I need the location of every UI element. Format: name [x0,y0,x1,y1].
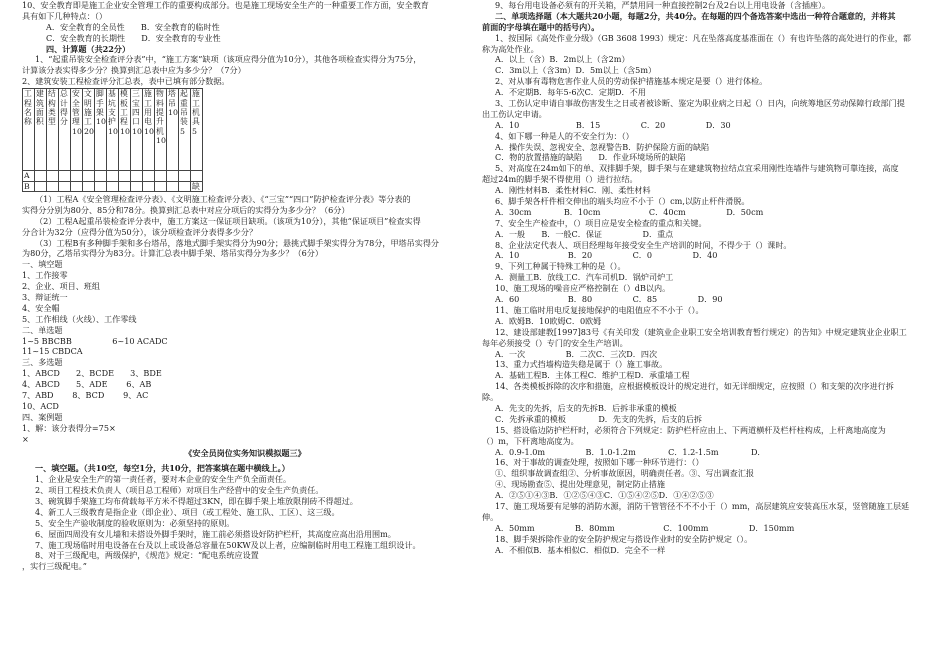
answer-line: 7、ABD 8、BCD 9、AC [22,389,149,400]
header-cell: 三宝四口10 [131,89,143,171]
row-label: B [23,181,35,191]
question-line: A．不相似B．基本相似C．相似D．完全不一样 [495,544,666,555]
fill-in-item: 7、施工现场临时用电设备在台及以上或设备总容量在50KW及以上者，应编制临时用电工程施工组织设计。 [35,539,421,550]
calc-question-1: 1、“起重吊装安全检查评分表”中，“施工方案”缺项（该项应得分值为10分），其他各项检查实得分为75分， [35,54,422,65]
question-line: 6、脚手架各杆件相交伸出的端头均应不小于（）cm,以防止杆件滑脱。 [495,196,750,207]
question-line: A．50mm B．80mm C．100mm D．150mm [495,522,795,533]
fill-in-item: 8、对于三级配电，两级保护，《规范》规定：“配电系统应设置 [35,550,259,561]
question-line: 伸。 [482,511,499,522]
question-line: A．②⑤①④③B．①②⑤④③C．①⑤④②⑤D．①④②⑤③ [495,490,714,501]
answer-line: 一、填空题 [22,259,63,270]
sub-question-2-line-1: （2）工程A起重吊装检查评分表中，施工方案这一保证项目缺项。（该项为10分），其他“保证项目”检查实得 [35,215,421,226]
header-cell: 施工用电10 [143,89,155,171]
header-cell: 施工机具5 [191,89,203,171]
table-row [23,181,203,191]
question-line: 9、下列工种属于特殊工种的是（）。 [495,261,626,272]
header-cell: 结构类型 [47,89,59,171]
header-cell: 模板工程10 [119,89,131,171]
sub-question-2-line-2: 分合计为32分（应得分值为50分），该分项检查评分表得多少分？ [22,226,258,237]
question-line: （）m，下杆离地高度为。 [482,435,579,446]
question-line: A．先支的先拆，后支的先拆B．后拆非承重的模板 [495,402,677,413]
question-line: 超过24m的脚手架不得使用（）进行拉结。 [482,174,638,185]
fill-in-section-heading: 一、填空题。（共10空，每空1分，共10分，把答案填在题中横线上。） [35,463,290,474]
question-line: A．60 B．80 C．85 D．90 [495,294,723,305]
question-line: 4、如下哪一种是人的不安全行为：（） [495,130,634,141]
question-line: ①、组织事故调查组②、分析事故原因，明确责任者。③、写出调查汇报 [495,468,755,479]
answer-line: 1、解：该分表得分=75× [22,422,116,433]
question-line: 15、搭设临边防护栏杆时，必须符合下列规定：防护栏杆应由上、下两道横杆及栏杆柱构成，上杆离地高度为 [495,424,886,435]
question-10-line-1: 10、安全教育即是施工企业安全管理工作的重要构成部分。也是施工现场安全生产的一种重要工作方面，安全教育 [22,0,429,10]
sub-question-1-line-1: （1）工程A《安全管理检查评分表》、《文明施工检查评分表》、《“三宝”“四口”防护检查评分表》等分表的 [35,193,411,204]
sub-question-3-line-2: 为80分，乙塔吊实得分为83分。计算汇总表中脚手架、塔吊实得分为多少？（6分） [22,248,323,259]
row-cell-last: 缺 [191,181,203,191]
question-line: C．先拆承重的模板 D．先支的先拆，后支的后拆 [495,413,702,424]
header-cell: 建筑面积 [35,89,47,171]
question-line: C．3m以上（含3m）D．5m以上（含5m） [495,65,657,76]
question-10-option-cd: C．安全教育的长期性 D．安全教育的专业性 [46,32,221,43]
question-line: A．以上（含）B．2m以上（含2m） [495,54,630,65]
single-choice-heading-cont: 前面的字母填在题中的括号内）。 [482,21,600,32]
question-line: C．物的放置措施的缺陷 D．作业环境场所的缺陷 [495,152,686,163]
section-4-heading: 四、计算题（共22分） [46,43,131,54]
question-line: 10、施工现场的噪音应严格控制在（）dB以内。 [495,283,671,294]
fill-in-item: 5、安全生产验收制度的验收原则为：必须坚持的原则。 [35,517,235,528]
header-cell: 文明施工20 [83,89,95,171]
question-line: 8、企业法定代表人、项目经理每年接受安全生产培训的时间，不得少于（）课时。 [495,239,792,250]
answer-line: 二、单选题 [22,324,63,335]
fill-in-item: 4、新工人三级教育是指企业（即企业）、项目（或工程处、施工队、工区）、这三级。 [35,506,340,517]
question-line: 每年必须接受（）专门的安全生产培训。 [482,337,628,348]
question-line: 17、施工现场要有足够的消防水源，消防干管管径不不不小于（）mm，高层建筑应安装高压水泵，竖管随施工层延 [495,500,910,511]
question-line: 2、对从事有毒物危害作业人员的劳动保护措施基本规定是要（）进行体检。 [495,76,768,87]
right-column [482,0,928,672]
fill-in-item: 1、企业是安全生产的第一责任者，要对本企业的安全生产负全面责任。 [35,474,292,485]
question-line: A．操作失误、忽视安全、忽视警告B．防护保险方面的缺陷 [495,141,710,152]
row-cell-last [191,171,203,181]
answer-line: × [22,433,29,444]
answer-line: 3、辩证统一 [22,291,68,302]
question-line: 11、施工临时用电反复接地保护的电阻值应不不小于（）。 [495,304,704,315]
question-line: A．10 B．15 C．20 D．30 [495,119,731,130]
question-line: 18、脚手架拆除作业的安全防护规定与搭设作业时的安全防护规定（）。 [495,533,753,544]
question-line: A．30cm B．10cm C．40cm D．50cm [495,206,764,217]
left-column [22,0,468,672]
question-line: A．测量工B．放线工C．汽车司机D．锅炉司炉工 [495,272,674,283]
question-line: A．欧姆B．10欧姆C．0欧姆 [495,315,602,326]
sub-question-1-line-2: 实得分分别为80分、85分和78分。换算到汇总表中对应分项后的实得分为多少分？（6分） [22,204,350,215]
answer-line: 三、多选题 [22,357,63,368]
question-line: 出工伤认定申请。 [482,108,547,119]
header-cell: 物料提升机10 [155,89,167,171]
answer-line: 5、工作相线（火线）、工作零线 [22,313,137,324]
table-row [23,171,203,181]
question-line: 除。 [482,392,499,403]
question-9: 9、每台用电设备必须有的开关箱，严禁用同一种直接控制2台及2台以上用电设备（含插座）。 [495,0,831,10]
answer-line: 11~15 CBDCA [22,346,83,357]
question-line: 1、按国际《高处作业分级》（GB 3608 1993）规定：凡在坠落高度基准面在（）有也许坠落的高处进行的作业，都 [495,32,911,43]
question-line: 14、各类模板拆除的次序和措施，应根据模板设计的规定进行，如无详细规定，应按照（）和支架的次序进行拆 [495,381,894,392]
question-line: 13、重力式挡墙构造失稳是属于（）施工事故。 [495,359,668,370]
single-choice-questions [482,33,928,556]
answer-line: 1、工作接零 [22,270,68,281]
row-label: A [23,171,35,181]
answer-line: 四、案例题 [22,411,63,422]
header-cell: 基坑支护10 [107,89,119,171]
question-10-line-2: 具有如下几种特点：（） [22,10,107,21]
question-line: 3、工伤认定申请自事故伤害发生之日或者被诊断、鉴定为职业病之日起（）日内，向统筹地区劳动保障行政部门提 [495,98,905,109]
answer-line: 4、安全帽 [22,302,60,313]
answer-line: 4、ABCD 5、ADE 6、AB [22,379,152,390]
sub-question-3-line-1: （3）工程B有多种脚手架和多台塔吊，落地式脚手架实得分为90分；悬挑式脚手架实得分为78分，甲塔吊实得分 [35,237,440,248]
question-line: A．不定期B．每年5-6次C．定期D．不用 [495,87,646,98]
fill-in-item: ，实行三级配电。” [22,561,87,572]
answer-line: 1、ABCD 2、BCDE 3、BDE [22,368,162,379]
question-line: A．一般 B．一般C．保证 D．重点 [495,228,674,239]
question-line: 称为高处作业。 [482,43,539,54]
question-10-option-ab: A．安全教育的全员性 B．安全教育的临时性 [46,21,220,32]
question-line: 7、安全生产检查中，（）项目应是安全检查的重点和关键。 [495,217,707,228]
question-line: A．刚性材料B．柔性材料C．刚、柔性材料 [495,185,651,196]
exam-3-title: 《安全员岗位实务知识模拟题三》 [184,448,306,459]
header-cell: 塔吊10 [167,89,179,171]
answer-line: 2、企业、项目、班组 [22,281,100,292]
fill-in-item: 2、项目工程技术负责人（项目总工程师）对项目生产经营中的安全生产负责任。 [35,485,324,496]
question-line: A．基础工程B．主体工程C．维护工程D．承重墙工程 [495,370,690,381]
calc-question-1-cont: 计算该分表实得多少分？换算到汇总表中应为多少分？（7分） [22,65,246,76]
answer-line: 10、ACD [22,400,59,411]
fill-in-item: 6、屋面四周没有女儿墙和未搭设外脚手架时，施工前必须搭设好防护栏杆，其高度应高出沿用围m。 [35,528,396,539]
question-line: A．一次 B．二次C．三次D．四次 [495,348,658,359]
header-cell: 脚手架10 [95,89,107,171]
question-line: 16、对于事故的调查处理，按照如下哪一种环节进行：（） [495,457,704,468]
question-line: 12、建设部建教[1997]83号《有关印发（建筑业企业职工安全培训教育暂行规定）的告知》中规定建筑业企业职工 [495,326,907,337]
question-line: ④、现场勘查⑤、提出处理意见，制定防止措施 [495,479,665,490]
question-line: A．0.9-1.0m B．1.0-1.2m C．1.2-1.5m D． [495,446,766,457]
header-cell: 工程名称 [23,89,35,171]
calc-question-2: 2、建筑安装工程检查评分汇总表，表中已填有部分数据。 [22,76,230,87]
single-choice-heading: 二、单项选择题（本大题共20小题，每题2分，共40分。在每题的四个备选答案中选出一种符合题意的，并将其 [495,10,896,21]
answer-line: 1~5 BBCBB 6~10 ACADC [22,335,168,346]
header-cell: 总计得分 [59,89,71,171]
header-cell: 起重吊装5 [179,89,191,171]
score-summary-table [22,88,203,192]
header-cell: 安全管理10 [71,89,83,171]
question-line: A．10 B．20 C．0 D．40 [495,250,718,261]
question-line: 5、对高度在24m如下的单、双排脚手架，脚手架与在建建筑物拉结点宜采用刚性连墙件与建筑物可靠连接，高度 [495,163,899,174]
table-header-row [23,89,203,171]
fill-in-item: 3、碗筑脚手架施工均布荷载每平方米不得超过3KN，即在脚手架上堆放限削砖不得超过。 [35,495,358,506]
